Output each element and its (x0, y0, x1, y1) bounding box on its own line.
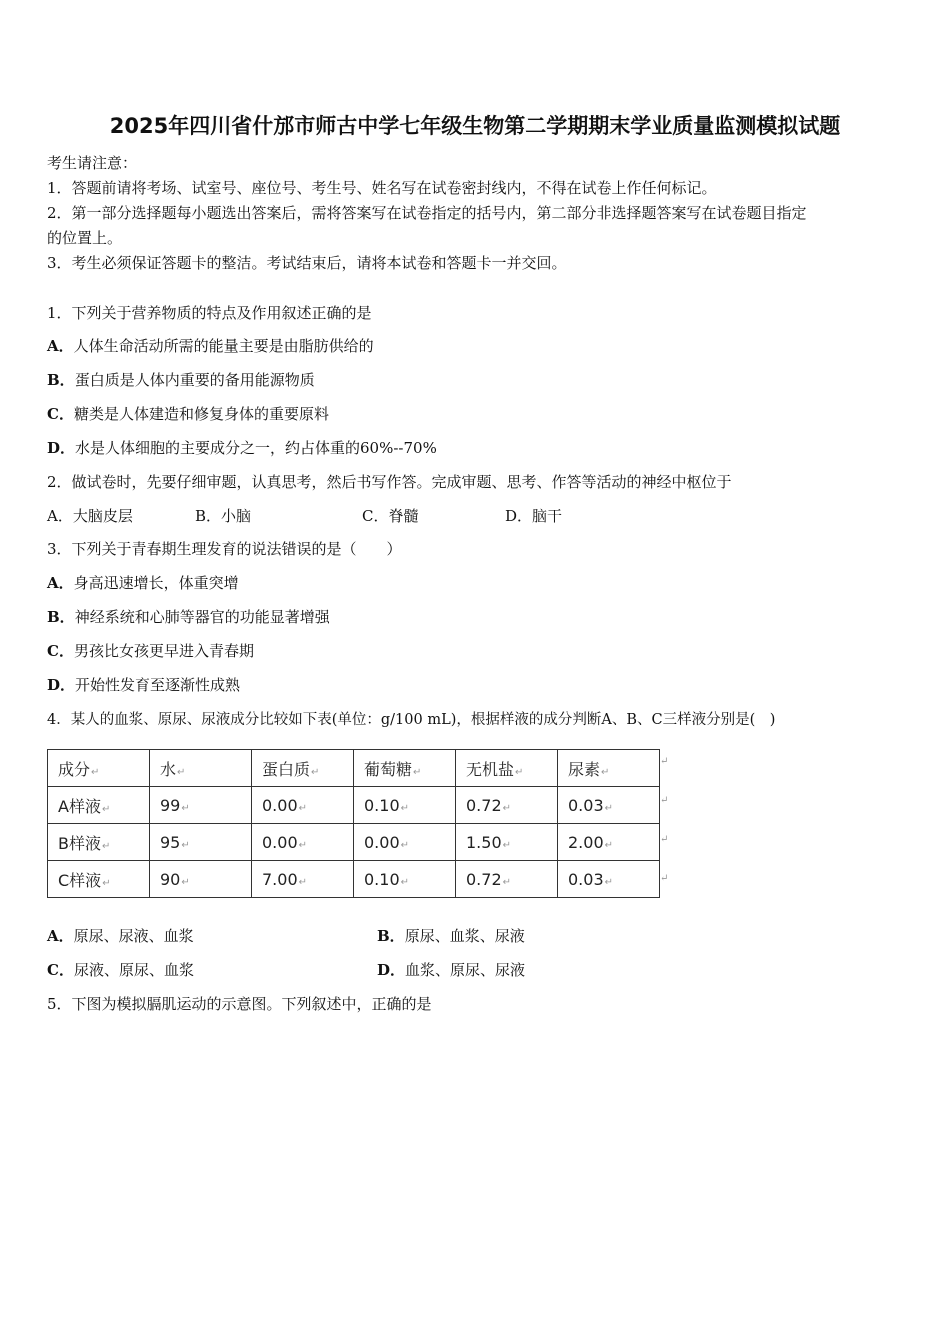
notice-item-2: 2．第一部分选择题每小题选出答案后，需将答案写在试卷指定的括号内，第二部分非选择题答案写在试卷题目指定 (47, 204, 807, 222)
option-letter: B． (47, 371, 75, 389)
table-cell: 0.03↵ (558, 787, 660, 824)
q4-option-b[interactable] (377, 925, 525, 946)
table-cell: 0.10↵ (354, 787, 456, 824)
notice-item-1: 1．答题前请将考场、试室号、座位号、考生号、姓名写在试卷密封线内，不得在试卷上作任何标记。 (47, 179, 717, 197)
table-cell: C样液↵ (48, 861, 150, 898)
q3-option-b[interactable] (47, 606, 330, 627)
option-text: 原尿、血浆、尿液 (404, 927, 525, 945)
table-cell: A样液↵ (48, 787, 150, 824)
paragraph-mark-icon: ↵ (181, 876, 190, 888)
option-letter: B． (47, 608, 75, 626)
paragraph-mark-icon: ↵ (177, 766, 186, 778)
table-header-cell: 葡萄糖↵ (354, 750, 456, 787)
q3-option-a[interactable] (47, 572, 239, 593)
q2-option-d[interactable]: D．脑干 (505, 507, 563, 525)
option-text: 水是人体细胞的主要成分之一，约占体重的60%--70% (75, 439, 437, 457)
notice-item-3: 3．考生必须保证答题卡的整洁。考试结束后，请将本试卷和答题卡一并交回。 (47, 254, 567, 272)
paragraph-mark-icon: ↵ (604, 839, 614, 851)
row-end-mark-icon: ↵ (660, 795, 669, 806)
option-text: 血浆、原尿、尿液 (405, 961, 526, 979)
paragraph-mark-icon: ↵ (298, 802, 308, 814)
table-cell: B样液↵ (48, 824, 150, 861)
table-cell: 7.00↵ (252, 861, 354, 898)
paragraph-mark-icon: ↵ (101, 840, 111, 852)
table-cell: 99↵ (150, 787, 252, 824)
table-header-cell: 水↵ (150, 750, 252, 787)
option-text: 蛋白质是人体内重要的备用能源物质 (74, 371, 315, 389)
row-end-mark-icon: ↵ (660, 834, 669, 845)
paragraph-mark-icon: ↵ (604, 802, 614, 814)
table-cell: 0.00↵ (354, 824, 456, 861)
table-cell: 0.03↵ (558, 861, 660, 898)
table-row (48, 861, 660, 898)
q4-option-c[interactable] (47, 959, 194, 980)
q1-stem: 1．下列关于营养物质的特点及作用叙述正确的是 (47, 304, 372, 322)
q4-stem: 4．某人的血浆、原尿、尿液成分比较如下表(单位：g/100 mL)，根据样液的成分判断A、B、C三样液分别是( ) (47, 712, 776, 728)
q5-stem: 5．下图为模拟膈肌运动的示意图。下列叙述中，正确的是 (47, 995, 432, 1013)
row-end-mark-icon: ↵ (660, 873, 669, 884)
q3-stem: 3．下列关于青春期生理发育的说法错误的是（ ） (47, 540, 402, 558)
option-letter: C． (47, 405, 74, 423)
q4-option-a[interactable] (47, 925, 194, 946)
option-letter: D． (47, 676, 76, 694)
table-cell: 2.00↵ (558, 824, 660, 861)
table-cell: 0.10↵ (354, 861, 456, 898)
option-letter: A． (47, 927, 74, 945)
paragraph-mark-icon: ↵ (400, 802, 410, 814)
paragraph-mark-icon: ↵ (601, 766, 610, 778)
q2-option-b[interactable]: B．小脑 (195, 507, 252, 525)
table-cell: 0.72↵ (456, 787, 558, 824)
q3-option-d[interactable] (47, 674, 240, 695)
q2-option-c[interactable]: C．脊髓 (362, 507, 419, 525)
paragraph-mark-icon: ↵ (181, 839, 190, 851)
notice-item-2-cont: 的位置上。 (47, 229, 123, 247)
q2-option-a[interactable]: A．大脑皮层 (47, 507, 133, 525)
paragraph-mark-icon: ↵ (298, 876, 308, 888)
paragraph-mark-icon: ↵ (413, 766, 422, 778)
table-row (48, 787, 660, 824)
paragraph-mark-icon: ↵ (502, 839, 512, 851)
table-header-row (48, 750, 660, 787)
option-letter: B． (377, 927, 405, 945)
paragraph-mark-icon: ↵ (298, 839, 308, 851)
option-text: 原尿、尿液、血浆 (73, 927, 194, 945)
option-text: 尿液、原尿、血浆 (73, 961, 194, 979)
paragraph-mark-icon: ↵ (101, 803, 111, 815)
q1-option-c[interactable] (47, 403, 329, 424)
paragraph-mark-icon: ↵ (515, 766, 524, 778)
paragraph-mark-icon: ↵ (604, 876, 614, 888)
q1-option-d[interactable] (47, 437, 437, 458)
q2-stem: 2．做试卷时，先要仔细审题，认真思考，然后书写作答。完成审题、思考、作答等活动的神经中枢位于 (47, 473, 732, 491)
option-text: 男孩比女孩更早进入青春期 (73, 642, 254, 660)
option-letter: D． (47, 439, 76, 457)
notice-heading: 考生请注意： (47, 154, 138, 172)
option-text: 神经系统和心肺等器官的功能显著增强 (74, 608, 330, 626)
option-text: 开始性发育至逐渐性成熟 (75, 676, 241, 694)
option-text: 糖类是人体建造和修复身体的重要原料 (73, 405, 329, 423)
table-cell: 0.72↵ (456, 861, 558, 898)
table-header-cell: 尿素↵ (558, 750, 660, 787)
table-header-cell: 无机盐↵ (456, 750, 558, 787)
paragraph-mark-icon: ↵ (502, 802, 512, 814)
paragraph-mark-icon: ↵ (400, 839, 410, 851)
option-letter: A． (47, 337, 74, 355)
paragraph-mark-icon: ↵ (91, 766, 100, 778)
table-cell: 95↵ (150, 824, 252, 861)
page-title: 2025年四川省什邡市师古中学七年级生物第二学期期末学业质量监测模拟试题 (109, 114, 841, 138)
table-cell: 0.00↵ (252, 824, 354, 861)
table-cell: 1.50↵ (456, 824, 558, 861)
q1-option-a[interactable] (47, 335, 374, 356)
option-letter: D． (377, 961, 406, 979)
table-row (48, 824, 660, 861)
paragraph-mark-icon: ↵ (102, 877, 111, 889)
q3-option-c[interactable] (47, 640, 254, 661)
table-cell: 90↵ (150, 861, 252, 898)
table-header-cell: 蛋白质↵ (252, 750, 354, 787)
option-letter: A． (47, 574, 74, 592)
paragraph-mark-icon: ↵ (502, 876, 512, 888)
option-letter: C． (47, 642, 74, 660)
table-cell: 0.00↵ (252, 787, 354, 824)
option-letter: C． (47, 961, 74, 979)
q4-option-d[interactable] (377, 959, 525, 980)
option-text: 身高迅速增长，体重突增 (73, 574, 239, 592)
paragraph-mark-icon: ↵ (311, 766, 320, 778)
composition-table (47, 749, 660, 898)
paragraph-mark-icon: ↵ (181, 802, 190, 814)
q1-option-b[interactable] (47, 369, 315, 390)
table-header-cell: 成分↵ (48, 750, 150, 787)
option-text: 人体生命活动所需的能量主要是由脂肪供给的 (73, 337, 374, 355)
paragraph-mark-icon: ↵ (400, 876, 410, 888)
row-end-mark-icon: ↵ (660, 756, 669, 767)
